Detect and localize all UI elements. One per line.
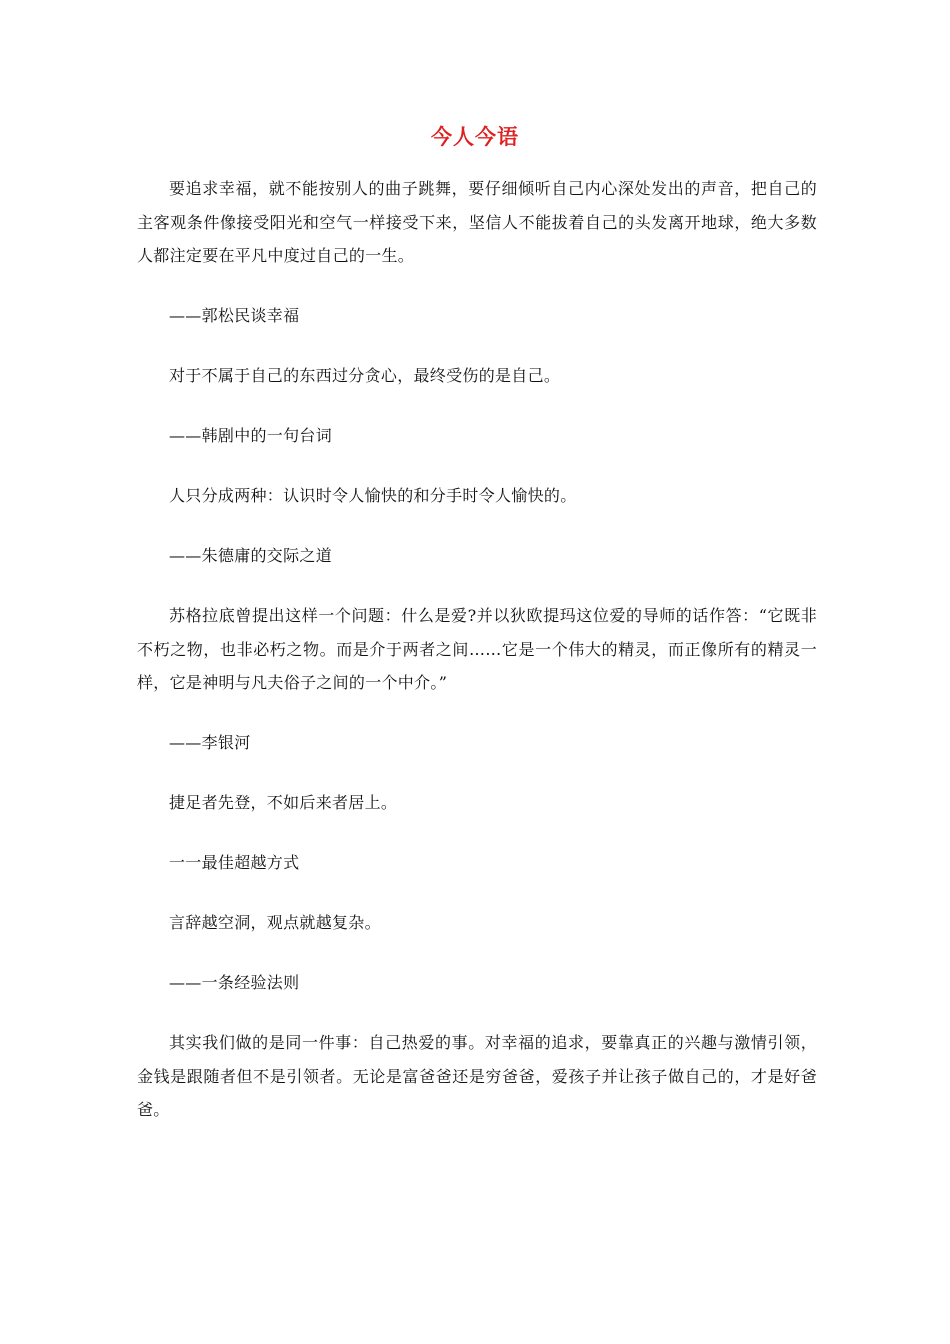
- paragraph-spacer: [137, 820, 817, 847]
- paragraph-spacer: [137, 573, 817, 600]
- paragraph-spacer: [137, 333, 817, 360]
- paragraph-empty-words: 言辞越空洞，观点就越复杂。: [169, 913, 381, 932]
- attribution-zhu-deyong: ——朱德庸的交际之道: [169, 546, 333, 565]
- paragraph-spacer: [137, 393, 817, 420]
- attribution-li-yinhe: ——李银河: [169, 733, 251, 752]
- attribution-rule-of-thumb: ——一条经验法则: [169, 973, 300, 992]
- paragraph-first-come: 捷足者先登，不如后来者居上。: [169, 793, 398, 812]
- paragraph-greed: 对于不属于自己的东西过分贪心，最终受伤的是自己。: [169, 366, 561, 385]
- paragraph-good-father: 其实我们做的是同一件事：自己热爱的事。对幸福的追求，要靠真正的兴趣与激情引领，金钱是跟随者但不是引领者。无论是富爸爸还是穷爸爸，爱孩子并让孩子做自己的，才是好爸爸。: [137, 1033, 817, 1119]
- document-body: [137, 172, 817, 1127]
- paragraph-spacer: [137, 940, 817, 967]
- attribution-guo-songmin: ——郭松民谈幸福: [169, 306, 300, 325]
- paragraph-spacer: [137, 700, 817, 727]
- paragraph-spacer: [137, 513, 817, 540]
- attribution-korean-drama: ——韩剧中的一句台词: [169, 426, 333, 445]
- paragraph-happiness: 要追求幸福，就不能按别人的曲子跳舞，要仔细倾听自己内心深处发出的声音，把自己的主客观条件像接受阳光和空气一样接受下来，坚信人不能拔着自己的头发离开地球，绝大多数人都注定要在平凡中度过自己的一生。: [137, 179, 817, 265]
- paragraph-spacer: [137, 880, 817, 907]
- paragraph-spacer: [137, 760, 817, 787]
- document-title: 今人今语: [431, 124, 519, 149]
- paragraph-spacer: [137, 1000, 817, 1027]
- paragraph-socrates: 苏格拉底曾提出这样一个问题：什么是爱?并以狄欧提玛这位爱的导师的话作答：“它既非不朽之物，也非必朽之物。而是介于两者之间……它是一个伟大的精灵，而正像所有的精灵一样，它是神明与凡夫俗子之间的一个中介。”: [137, 606, 817, 692]
- paragraph-spacer: [137, 273, 817, 300]
- attribution-best-way: 一一最佳超越方式: [169, 853, 300, 872]
- paragraph-spacer: [137, 453, 817, 480]
- paragraph-two-kinds: 人只分成两种：认识时令人愉快的和分手时令人愉快的。: [169, 486, 577, 505]
